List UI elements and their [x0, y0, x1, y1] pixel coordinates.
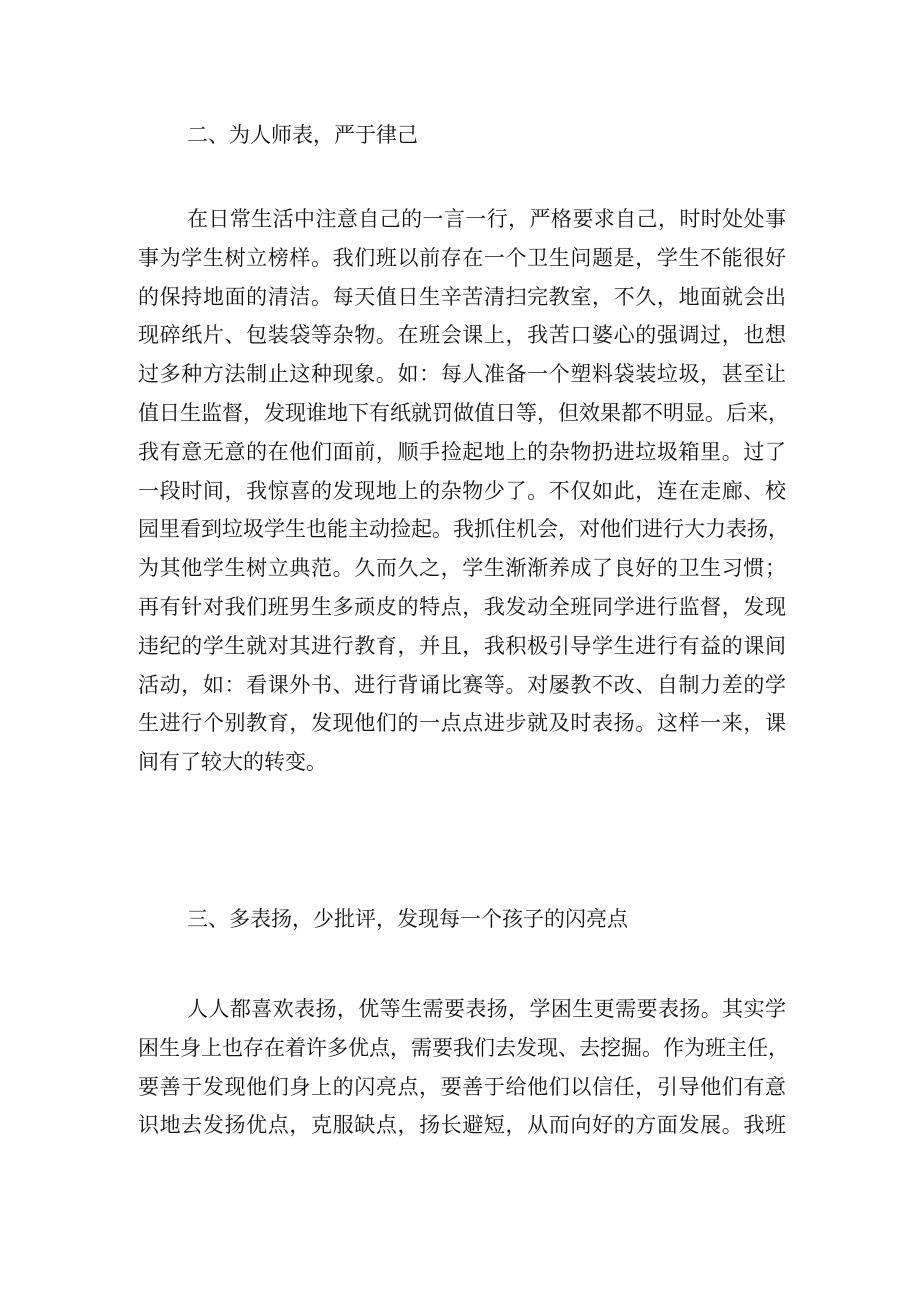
paragraph-line: 活动，如：看课外书、进行背诵比赛等。对屡教不改、自制力差的学	[138, 672, 786, 697]
paragraph-line: 一段时间，我惊喜的发现地上的杂物少了。不仅如此，连在走廊、校	[138, 478, 786, 503]
paragraph-line: 值日生监督，发现谁地下有纸就罚做值日等，但效果都不明显。后来，	[138, 400, 789, 425]
paragraph-line: 事为学生树立榜样。我们班以前存在一个卫生问题是，学生不能很好	[138, 245, 786, 270]
paragraph-line: 现碎纸片、包装袋等杂物。在班会课上，我苦口婆心的强调过，也想	[138, 323, 786, 348]
section-3-paragraph	[138, 990, 789, 1145]
paragraph-line: 再有针对我们班男生多顽皮的特点，我发动全班同学进行监督，发现	[138, 594, 786, 619]
paragraph-line: 要善于发现他们身上的闪亮点，要善于给他们以信任，引导他们有意	[138, 1074, 786, 1099]
paragraph-line: 困生身上也存在着许多优点，需要我们去发现、去挖掘。作为班主任，	[138, 1035, 789, 1060]
paragraph-line: 为其他学生树立典范。久而久之，学生渐渐养成了良好的卫生习惯；	[138, 556, 786, 581]
paragraph-line: 生进行个别教育，发现他们的一点点进步就及时表扬。这样一来，课	[138, 711, 786, 736]
paragraph-line: 识地去发扬优点，克服缺点，扬长避短，从而向好的方面发展。我班	[138, 1113, 786, 1138]
paragraph-line: 我有意无意的在他们面前，顺手捡起地上的杂物扔进垃圾箱里。过了	[138, 439, 786, 464]
paragraph-line: 人人都喜欢表扬，优等生需要表扬，学困生更需要表扬。其实学	[187, 997, 786, 1021]
paragraph-line: 的保持地面的清洁。每天值日生辛苦清扫完教室，不久，地面就会出	[138, 284, 786, 309]
section-3-heading: 三、多表扬，少批评，发现每一个孩子的闪亮点	[187, 907, 628, 931]
paragraph-line: 在日常生活中注意自己的一言一行，严格要求自己，时时处处事	[187, 207, 786, 231]
paragraph-line: 间有了较大的转变。	[138, 750, 327, 775]
paragraph-line: 违纪的学生就对其进行教育，并且，我积极引导学生进行有益的课间	[138, 633, 786, 658]
section-2-paragraph	[138, 200, 789, 782]
paragraph-line: 园里看到垃圾学生也能主动捡起。我抓住机会，对他们进行大力表扬，	[138, 517, 789, 542]
section-2-heading: 二、为人师表，严于律己	[187, 123, 418, 147]
paragraph-line: 过多种方法制止这种现象。如：每人准备一个塑料袋装垃圾，甚至让	[138, 362, 786, 387]
